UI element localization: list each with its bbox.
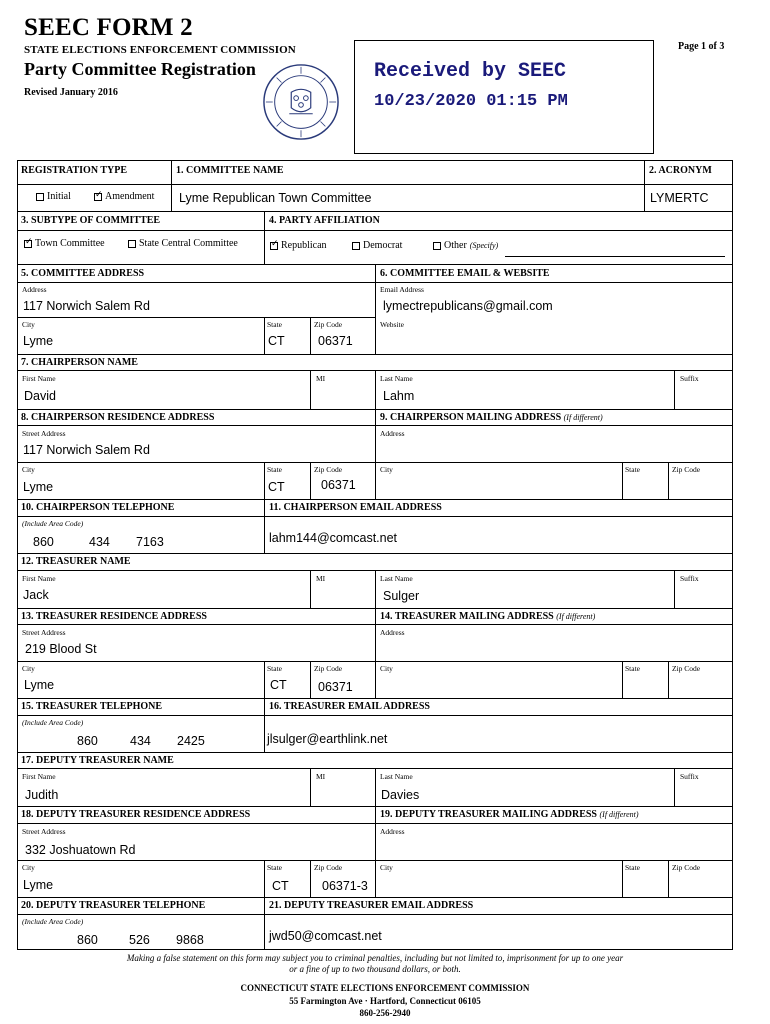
chair-phone-line[interactable]: 7163 [136, 535, 164, 549]
state-central-checkbox[interactable] [128, 240, 136, 248]
committee-address-heading: 5. COMMITTEE ADDRESS [21, 268, 145, 279]
last-name-label: Last Name [380, 772, 413, 781]
city-label: City [380, 465, 393, 474]
amendment-checkbox[interactable] [94, 193, 102, 201]
committee-email-value[interactable]: lymectrepublicans@gmail.com [383, 299, 553, 313]
other-specify-line [505, 256, 725, 257]
treasurer-state-value[interactable]: CT [270, 678, 287, 692]
state-label: State [267, 863, 282, 872]
chair-phone-prefix[interactable]: 434 [89, 535, 110, 549]
initial-option[interactable]: Initial [36, 191, 71, 202]
democrat-checkbox[interactable] [352, 242, 360, 250]
deputy-phone-line[interactable]: 9868 [176, 933, 204, 947]
mi-label: MI [316, 374, 326, 383]
street-label: Street Address [22, 429, 66, 438]
subtype-heading: 3. SUBTYPE OF COMMITTEE [21, 215, 161, 226]
deputy-name-heading: 17. DEPUTY TREASURER NAME [21, 755, 174, 766]
chair-street-value[interactable]: 117 Norwich Salem Rd [23, 443, 150, 457]
footer-agency: CONNECTICUT STATE ELECTIONS ENFORCEMENT COMMISSION [240, 983, 530, 993]
other-checkbox[interactable] [433, 242, 441, 250]
area-code-note: (Include Area Code) [22, 718, 84, 727]
chair-residence-heading: 8. CHAIRPERSON RESIDENCE ADDRESS [21, 412, 215, 423]
deputy-mailing-heading: 19. DEPUTY TREASURER MAILING ADDRESS (If different) [380, 809, 639, 820]
zip-label: Zip Code [672, 465, 701, 474]
zip-label: Zip Code [314, 465, 343, 474]
email-label: Email Address [380, 285, 424, 294]
suffix-label: Suffix [680, 574, 699, 583]
acronym-value[interactable]: LYMERTC [650, 191, 709, 205]
mi-label: MI [316, 574, 326, 583]
street-label: Street Address [22, 827, 66, 836]
chair-zip-value[interactable]: 06371 [321, 478, 356, 492]
form-subtitle: Party Committee Registration [24, 59, 256, 79]
treasurer-name-heading: 12. TREASURER NAME [21, 556, 131, 567]
treasurer-phone-prefix[interactable]: 434 [130, 734, 151, 748]
city-label: City [22, 863, 35, 872]
zip-label: Zip Code [314, 664, 343, 673]
footer-phone: 860-256-2940 [359, 1008, 411, 1018]
committee-name-heading: 1. COMMITTEE NAME [176, 165, 284, 176]
committee-email-heading: 6. COMMITTEE EMAIL & WEBSITE [380, 268, 550, 279]
city-label: City [22, 465, 35, 474]
first-name-label: First Name [22, 574, 56, 583]
treasurer-email-value[interactable]: jlsulger@earthlink.net [267, 732, 388, 746]
state-label: State [267, 465, 282, 474]
address-label: Address [380, 628, 405, 637]
first-name-label: First Name [22, 772, 56, 781]
false-statement-warning: Making a false statement on this form may subject you to criminal penalties, including but not limited to, imprisonment for up to one year or a fine of up to two thousand dollars, or both. [126, 953, 624, 974]
street-label: Street Address [22, 628, 66, 637]
deputy-city-value[interactable]: Lyme [23, 878, 54, 892]
footer-address: 55 Farmington Ave · Hartford, Connecticut 06105 [289, 996, 481, 1006]
deputy-email-value[interactable]: jwd50@comcast.net [269, 929, 382, 943]
republican-option[interactable]: ✓ Republican [270, 240, 327, 251]
deputy-email-heading: 21. DEPUTY TREASURER EMAIL ADDRESS [269, 900, 474, 911]
city-label: City [380, 664, 393, 673]
town-committee-checkbox[interactable] [24, 240, 32, 248]
republican-checkbox[interactable] [270, 242, 278, 250]
deputy-zip-value[interactable]: 06371-3 [322, 879, 368, 893]
deputy-phone-area[interactable]: 860 [77, 933, 98, 947]
form-title: SEEC FORM 2 [24, 14, 193, 41]
last-name-label: Last Name [380, 374, 413, 383]
committee-name-value[interactable]: Lyme Republican Town Committee [179, 191, 372, 205]
page-number: Page 1 of 3 [678, 41, 725, 52]
treasurer-street-value[interactable]: 219 Blood St [25, 642, 97, 656]
city-label: City [22, 320, 35, 329]
mi-label: MI [316, 772, 326, 781]
state-label: State [625, 664, 640, 673]
registration-type-heading: REGISTRATION TYPE [21, 165, 128, 176]
other-option[interactable]: Other (Specify) [433, 240, 498, 251]
state-label: State [625, 863, 640, 872]
address-label: Address [380, 827, 405, 836]
state-label: State [625, 465, 640, 474]
deputy-residence-heading: 18. DEPUTY TREASURER RESIDENCE ADDRESS [21, 809, 251, 820]
treasurer-zip-value[interactable]: 06371 [318, 680, 353, 694]
deputy-first-value[interactable]: Judith [25, 788, 59, 802]
deputy-state-value[interactable]: CT [272, 879, 289, 893]
democrat-option[interactable]: Democrat [352, 240, 402, 251]
treasurer-city-value[interactable]: Lyme [24, 678, 55, 692]
party-affiliation-heading: 4. PARTY AFFILIATION [269, 215, 380, 226]
address-label: Address [380, 429, 405, 438]
treasurer-mailing-heading: 14. TREASURER MAILING ADDRESS (If different) [380, 611, 596, 622]
treasurer-email-heading: 16. TREASURER EMAIL ADDRESS [269, 701, 430, 712]
committee-address-value[interactable]: 117 Norwich Salem Rd [23, 299, 150, 313]
state-label: State [267, 320, 282, 329]
treasurer-last-value[interactable]: Sulger [383, 589, 420, 603]
deputy-phone-prefix[interactable]: 526 [129, 933, 150, 947]
stamp-datetime: 10/23/2020 01:15 PM [374, 92, 568, 111]
treasurer-phone-heading: 15. TREASURER TELEPHONE [21, 701, 163, 712]
committee-city-value[interactable]: Lyme [23, 334, 54, 348]
treasurer-first-value[interactable]: Jack [23, 588, 49, 602]
committee-zip-value[interactable]: 06371 [318, 334, 353, 348]
suffix-label: Suffix [680, 374, 699, 383]
state-seal-icon [262, 63, 340, 141]
acronym-heading: 2. ACRONYM [649, 165, 712, 176]
website-label: Website [380, 320, 404, 329]
treasurer-phone-area[interactable]: 860 [77, 734, 98, 748]
chair-email-heading: 11. CHAIRPERSON EMAIL ADDRESS [269, 502, 442, 513]
initial-checkbox[interactable] [36, 193, 44, 201]
zip-label: Zip Code [672, 664, 701, 673]
area-code-note: (Include Area Code) [22, 519, 84, 528]
city-label: City [380, 863, 393, 872]
chair-mailing-heading: 9. CHAIRPERSON MAILING ADDRESS (If different) [380, 412, 603, 423]
deputy-last-value[interactable]: Davies [381, 788, 420, 802]
stamp-received-text: Received by SEEC [374, 60, 567, 83]
treasurer-phone-line[interactable]: 2425 [177, 734, 205, 748]
state-label: State [267, 664, 282, 673]
agency-name: STATE ELECTIONS ENFORCEMENT COMMISSION [24, 44, 296, 56]
chair-phone-heading: 10. CHAIRPERSON TELEPHONE [21, 502, 175, 513]
deputy-phone-heading: 20. DEPUTY TREASURER TELEPHONE [21, 900, 206, 911]
zip-label: Zip Code [672, 863, 701, 872]
amendment-option[interactable]: ✓ Amendment [94, 191, 154, 202]
zip-label: Zip Code [314, 320, 343, 329]
chair-first-value[interactable]: David [24, 389, 56, 403]
state-central-option[interactable]: State Central Committee [128, 238, 238, 249]
town-committee-option[interactable]: ✓ Town Committee [24, 238, 105, 249]
zip-label: Zip Code [314, 863, 343, 872]
last-name-label: Last Name [380, 574, 413, 583]
committee-state-value[interactable]: CT [268, 334, 285, 348]
deputy-street-value[interactable]: 332 Joshuatown Rd [25, 843, 136, 857]
chair-email-value[interactable]: lahm144@comcast.net [269, 531, 398, 545]
chair-state-value[interactable]: CT [268, 480, 285, 494]
suffix-label: Suffix [680, 772, 699, 781]
chair-phone-area[interactable]: 860 [33, 535, 54, 549]
chair-name-heading: 7. CHAIRPERSON NAME [21, 357, 138, 368]
chair-last-value[interactable]: Lahm [383, 389, 415, 403]
chair-city-value[interactable]: Lyme [23, 480, 54, 494]
first-name-label: First Name [22, 374, 56, 383]
revision-date: Revised January 2016 [24, 87, 118, 98]
city-label: City [22, 664, 35, 673]
address-label: Address [22, 285, 47, 294]
area-code-note: (Include Area Code) [22, 917, 84, 926]
treasurer-residence-heading: 13. TREASURER RESIDENCE ADDRESS [21, 611, 207, 622]
